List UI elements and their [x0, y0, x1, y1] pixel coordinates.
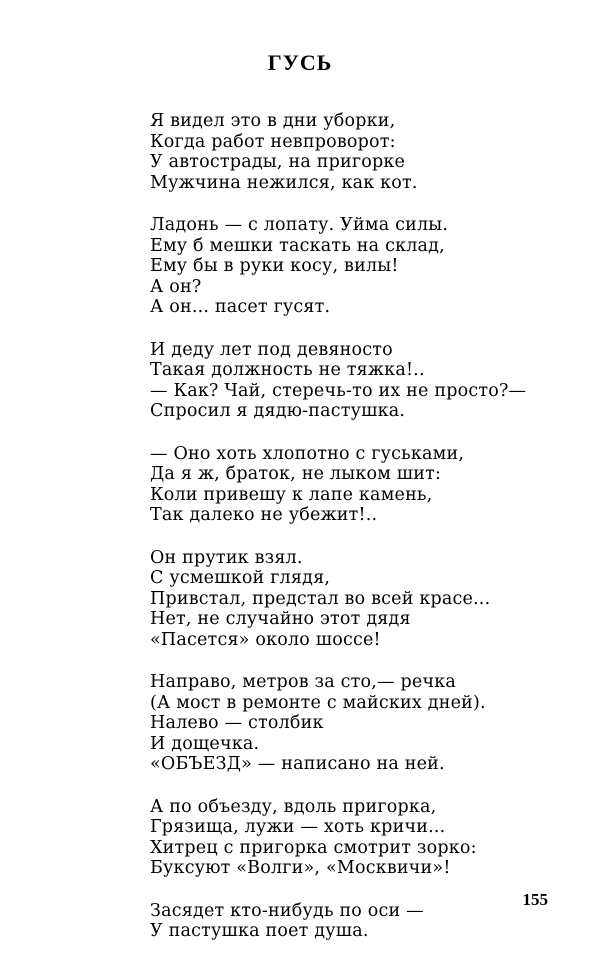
stanza-6 — [150, 672, 570, 775]
poem-line: И деду лет под девяносто — [150, 339, 393, 360]
poem-line: «Пасется» около шоссе! — [150, 629, 381, 650]
page-number: 155 — [522, 890, 548, 909]
poem-line: Такая должность не тяжка!.. — [150, 360, 425, 380]
poem-line: Засядет кто-нибудь по оси — — [150, 900, 424, 921]
poem-line: Так далеко не убежит!.. — [150, 505, 378, 525]
poem-line: — Оно хоть хлопотно с гуськами, — [150, 443, 465, 464]
stanza-8 — [150, 901, 570, 942]
poem-line: Спросил я дядю-пастушка. — [150, 401, 406, 421]
poem-line: Ему б мешки таскать на склад, — [150, 235, 445, 256]
poem-line: Да я ж, браток, не лыком шит: — [150, 464, 442, 484]
poem-line: — Как? Чай, стеречь-то их не просто?— — [150, 380, 527, 401]
poem-line: Нет, не случайно этот дядя — [150, 609, 411, 629]
poem-line: Ладонь — с лопату. Уйма силы. — [150, 215, 449, 235]
stanza-7 — [150, 797, 570, 879]
poem-line: Мужчина нежился, как кот. — [150, 172, 418, 193]
poem-body — [150, 111, 570, 964]
poem-line: У автострады, на пригорке — [150, 152, 406, 172]
poem-line: Привстал, предстал во всей красе... — [150, 588, 491, 609]
page-title: ГУСЬ — [267, 50, 333, 75]
stanza-2 — [150, 215, 570, 318]
stanza-4 — [150, 444, 570, 526]
poem-line: Ему бы в руки косу, вилы! — [150, 256, 399, 276]
stanza-5 — [150, 548, 570, 651]
poem-line: Коли привешу к лапе камень, — [150, 484, 433, 505]
poem-line: А по объезду, вдоль пригорка, — [150, 796, 437, 817]
poem-line: Я видел это в дни уборки, — [150, 111, 396, 131]
poem-line: Грязища, лужи — хоть кричи... — [150, 817, 446, 837]
stanza-3 — [150, 340, 570, 422]
poem-line: А он? — [150, 276, 202, 297]
poem-line: Когда работ невпроворот: — [150, 131, 396, 152]
poem-line: А он... пасет гусят. — [150, 297, 331, 317]
poem-line: «ОБЪЕЗД» — написано на ней. — [150, 754, 445, 774]
poem-line: (А мост в ремонте с майских дней). — [150, 692, 486, 713]
poem-line: Буксуют «Волги», «Москвичи»! — [150, 858, 451, 878]
poem-line: И дощечка. — [150, 733, 260, 754]
poem-line: У пастушка поет душа. — [150, 921, 369, 941]
poem-line: Хитрец с пригорка смотрит зорко: — [150, 837, 477, 858]
poem-line: Направо, метров за сто,— речка — [150, 672, 456, 692]
poem-line: Налево — столбик — [150, 713, 324, 733]
stanza-1 — [150, 111, 570, 193]
poem-line: С усмешкой глядя, — [150, 568, 331, 588]
poem-line: Он прутик взял. — [150, 547, 303, 568]
